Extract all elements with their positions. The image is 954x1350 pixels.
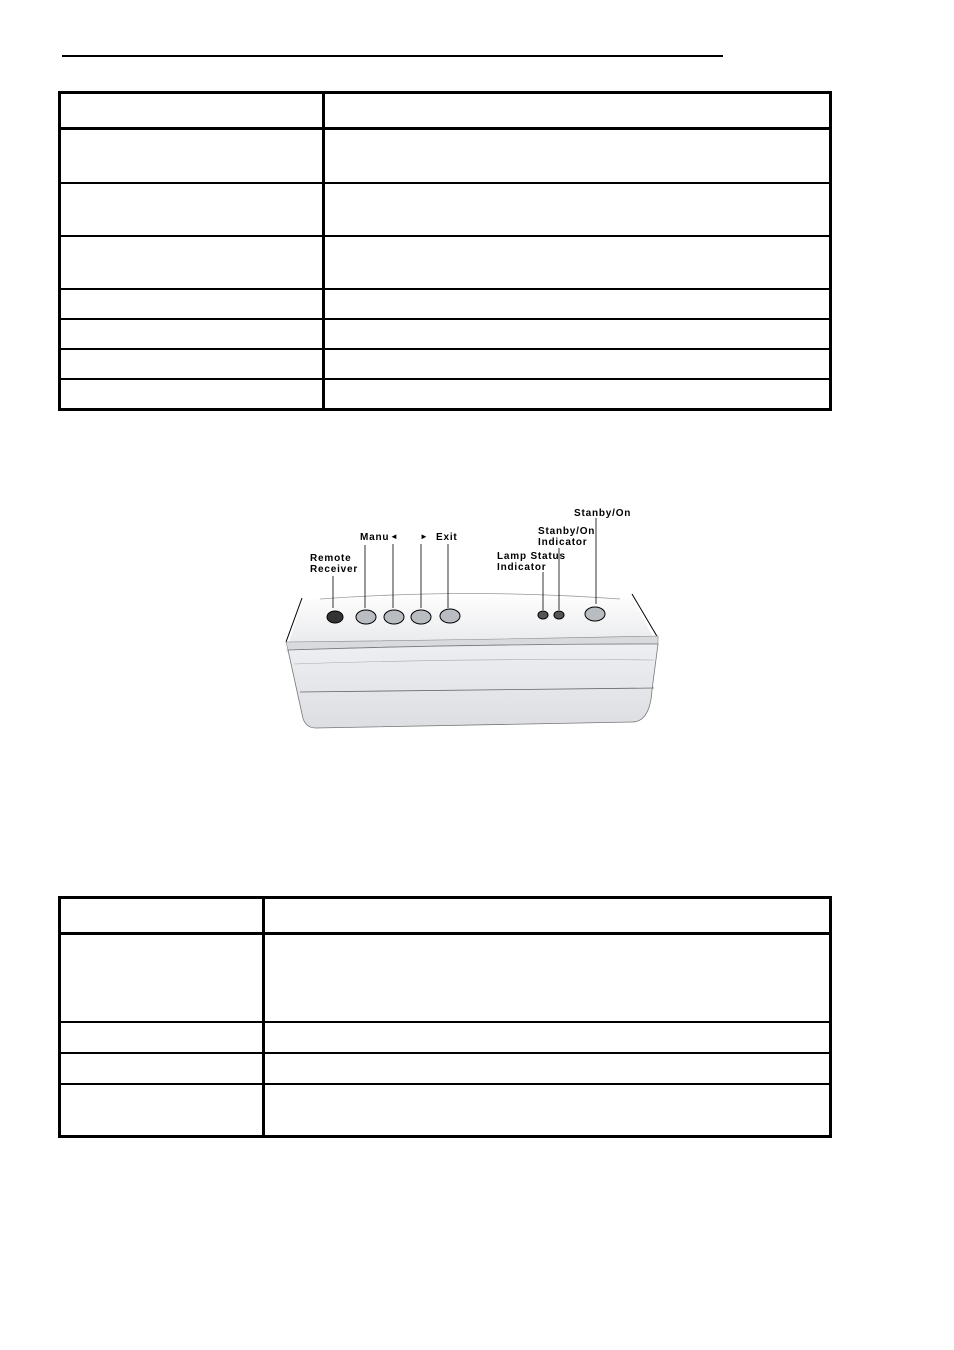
table-header-cell — [324, 93, 830, 129]
table-row — [60, 289, 830, 319]
table-cell — [324, 129, 830, 183]
table-cell — [60, 1084, 264, 1136]
left-button[interactable] — [384, 610, 404, 624]
standby-on-button[interactable] — [585, 607, 605, 621]
table-row — [60, 379, 830, 409]
table-row — [60, 934, 830, 1022]
table-cell — [324, 236, 830, 289]
spec-table-1 — [58, 91, 832, 411]
table-row — [60, 1022, 830, 1053]
standby-indicator-label-line2: Indicator — [538, 537, 588, 548]
table-cell — [60, 349, 324, 379]
table-cell — [60, 379, 324, 409]
table-header-cell — [60, 898, 264, 934]
remote-receiver-sensor — [327, 611, 343, 623]
header-rule — [62, 55, 723, 57]
table-header-cell — [264, 898, 830, 934]
table-cell — [324, 183, 830, 236]
table-cell — [60, 319, 324, 349]
standby-on-label: Stanby/On — [574, 508, 632, 519]
table-cell — [60, 129, 324, 183]
table-row — [60, 236, 830, 289]
table-cell — [60, 183, 324, 236]
table-header-row — [60, 898, 830, 934]
table-cell — [60, 1053, 264, 1084]
right-arrow-icon: ► — [420, 532, 429, 541]
table-cell — [60, 1022, 264, 1053]
lamp-status-indicator — [538, 611, 548, 619]
left-arrow-icon: ◄ — [390, 532, 399, 541]
table-cell — [60, 289, 324, 319]
table-cell — [264, 1053, 830, 1084]
spec-table-2 — [58, 896, 832, 1138]
table-row — [60, 349, 830, 379]
table-cell — [324, 289, 830, 319]
table-header-row — [60, 93, 830, 129]
right-button[interactable] — [411, 610, 431, 624]
standby-indicator-label-line1: Stanby/On — [538, 526, 596, 537]
table-row — [60, 1084, 830, 1136]
lamp-status-label-line1: Lamp Status — [497, 551, 566, 562]
table-cell — [60, 236, 324, 289]
exit-label: Exit — [436, 532, 458, 543]
exit-button[interactable] — [440, 609, 460, 623]
table-cell — [324, 319, 830, 349]
standby-on-indicator — [554, 611, 564, 619]
table-cell — [264, 1084, 830, 1136]
table-row — [60, 183, 830, 236]
table-cell — [324, 379, 830, 409]
remote-receiver-label-line2: Receiver — [310, 564, 359, 575]
menu-label: Manu — [360, 532, 390, 543]
table-row — [60, 129, 830, 183]
table-cell — [264, 1022, 830, 1053]
control-panel-illustration — [280, 500, 670, 740]
lamp-status-label-line2: Indicator — [497, 562, 547, 573]
table-cell — [324, 349, 830, 379]
table-row — [60, 1053, 830, 1084]
control-panel-diagram — [280, 500, 670, 740]
table-cell — [60, 934, 264, 1022]
table-row — [60, 319, 830, 349]
table-cell — [264, 934, 830, 1022]
table-header-cell — [60, 93, 324, 129]
remote-receiver-label-line1: Remote — [310, 553, 352, 564]
menu-button[interactable] — [356, 610, 376, 624]
